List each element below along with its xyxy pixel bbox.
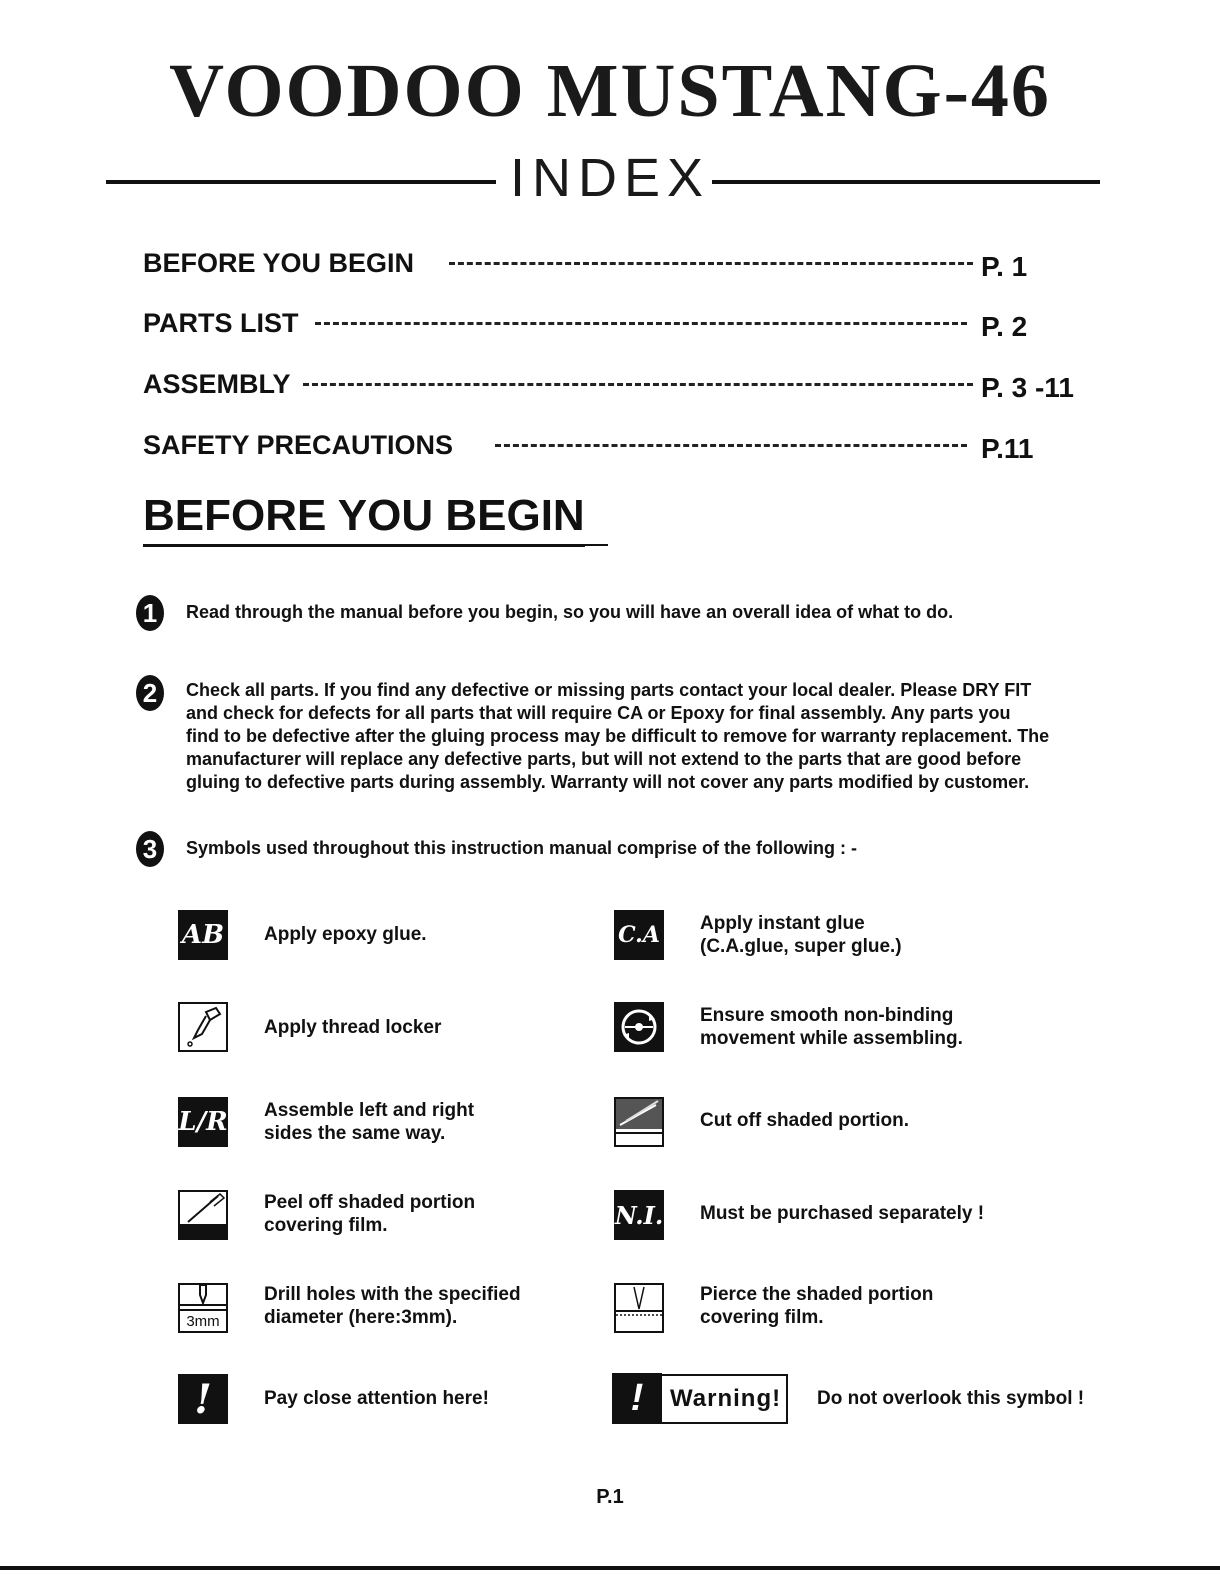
step-number-3: 3 [136,831,164,867]
text-line: covering film. [264,1215,388,1236]
thread-locker-label [264,1016,441,1039]
peel-film-label [264,1191,475,1237]
step-3-text [186,837,1116,860]
toc-label: ASSEMBLY [143,369,291,399]
text-line: Do not overlook this symbol ! [817,1388,1085,1409]
epoxy-glue-label [264,923,427,946]
text-line: manufacturer will replace any defective parts, but will not extend to the parts that are good before [186,749,1022,769]
text-line: Drill holes with the specified [264,1284,521,1305]
index-rule-right [712,180,1100,184]
step-number-1: 1 [136,595,164,631]
drill-icon [178,1283,228,1333]
cut-off-label [700,1109,909,1132]
index-rule-left [106,180,496,184]
text-line: sides the same way. [264,1123,446,1144]
smooth-movement-icon [614,1002,664,1052]
text-line: Assemble left and right [264,1100,475,1121]
drill-label [264,1283,521,1329]
section-heading-underline [143,544,608,546]
warning-label [817,1387,1084,1410]
step-1-text [186,601,1116,624]
text-line: diameter (here:3mm). [264,1307,458,1328]
text-line: Symbols used throughout this instruction manual comprise of the following : - [186,838,858,858]
cut-off-icon [614,1097,664,1147]
not-included-label [700,1202,984,1225]
peel-film-icon [178,1190,228,1240]
warning-symbol [612,1374,788,1424]
instant-glue-icon: C.A [614,910,664,960]
pierce-film-label [700,1283,933,1329]
text-line: movement while assembling. [700,1028,963,1049]
text-line: Check all parts. If you find any defective or missing parts contact your local dealer. Please DRY FIT [186,680,1032,700]
text-line: Apply epoxy glue. [264,924,427,945]
toc-entry-parts-list[interactable] [143,306,1103,340]
text-line: Pay close attention here! [264,1388,489,1409]
text-line: Ensure smooth non-binding [700,1005,954,1026]
step-2-text [186,679,1116,794]
not-included-icon: N.I. [614,1190,664,1240]
toc-entry-before-you-begin[interactable] [143,246,1103,280]
section-heading: BEFORE YOU BEGIN [143,490,585,547]
index-heading: INDEX [509,148,711,208]
text-line: (C.A.glue, super glue.) [700,936,902,957]
toc-page: P. 3 -11 [981,372,1074,403]
text-line: Apply thread locker [264,1017,442,1038]
toc-entry-safety-precautions[interactable] [143,428,1103,462]
text-line: Peel off shaded portion [264,1192,476,1213]
smooth-movement-label [700,1004,963,1050]
text-line: covering film. [700,1307,824,1328]
instant-glue-label [700,912,902,958]
left-right-label [264,1099,474,1145]
toc-entry-assembly[interactable] [143,367,1103,401]
toc-leader [315,322,967,325]
bottom-rule [0,1566,1220,1570]
pierce-film-icon [614,1283,664,1333]
step-number-2: 2 [136,675,164,711]
text-line: Pierce the shaded portion [700,1284,934,1305]
text-line: Must be purchased separately ! [700,1203,985,1224]
attention-icon: ! [178,1374,228,1424]
text-line: and check for defects for all parts that will require CA or Epoxy for final assembly. Any parts you [186,703,1011,723]
text-line: Read through the manual before you begin, so you will have an overall idea of what to do. [186,602,954,622]
toc-page: P.11 [981,433,1034,464]
toc-label: SAFETY PRECAUTIONS [143,430,454,460]
toc-label: PARTS LIST [143,308,299,338]
drill-size-label: 3mm [186,1313,220,1330]
toc-leader [303,383,973,386]
text-line: Cut off shaded portion. [700,1110,909,1131]
text-line: gluing to defective parts during assembly. Warranty will not cover any parts modified by customer. [186,772,1030,792]
text-line: find to be defective after the gluing process may be difficult to remove for warranty replacement. The [186,726,1050,746]
toc-leader [449,262,973,265]
toc-page: P. 1 [981,251,1028,282]
toc-leader [495,444,967,447]
thread-locker-icon [178,1002,228,1052]
left-right-icon: L/R [178,1097,228,1147]
text-line: Apply instant glue [700,913,865,934]
document-title: VOODOO MUSTANG-46 [169,49,1051,133]
page-number: P.1 [596,1486,624,1508]
epoxy-glue-icon: AB [178,910,228,960]
attention-label [264,1387,489,1410]
warning-exclamation-icon: ! [612,1373,662,1423]
toc-label: BEFORE YOU BEGIN [143,248,415,278]
warning-box-label: Warning! [670,1385,782,1412]
toc-page: P. 2 [981,311,1028,342]
